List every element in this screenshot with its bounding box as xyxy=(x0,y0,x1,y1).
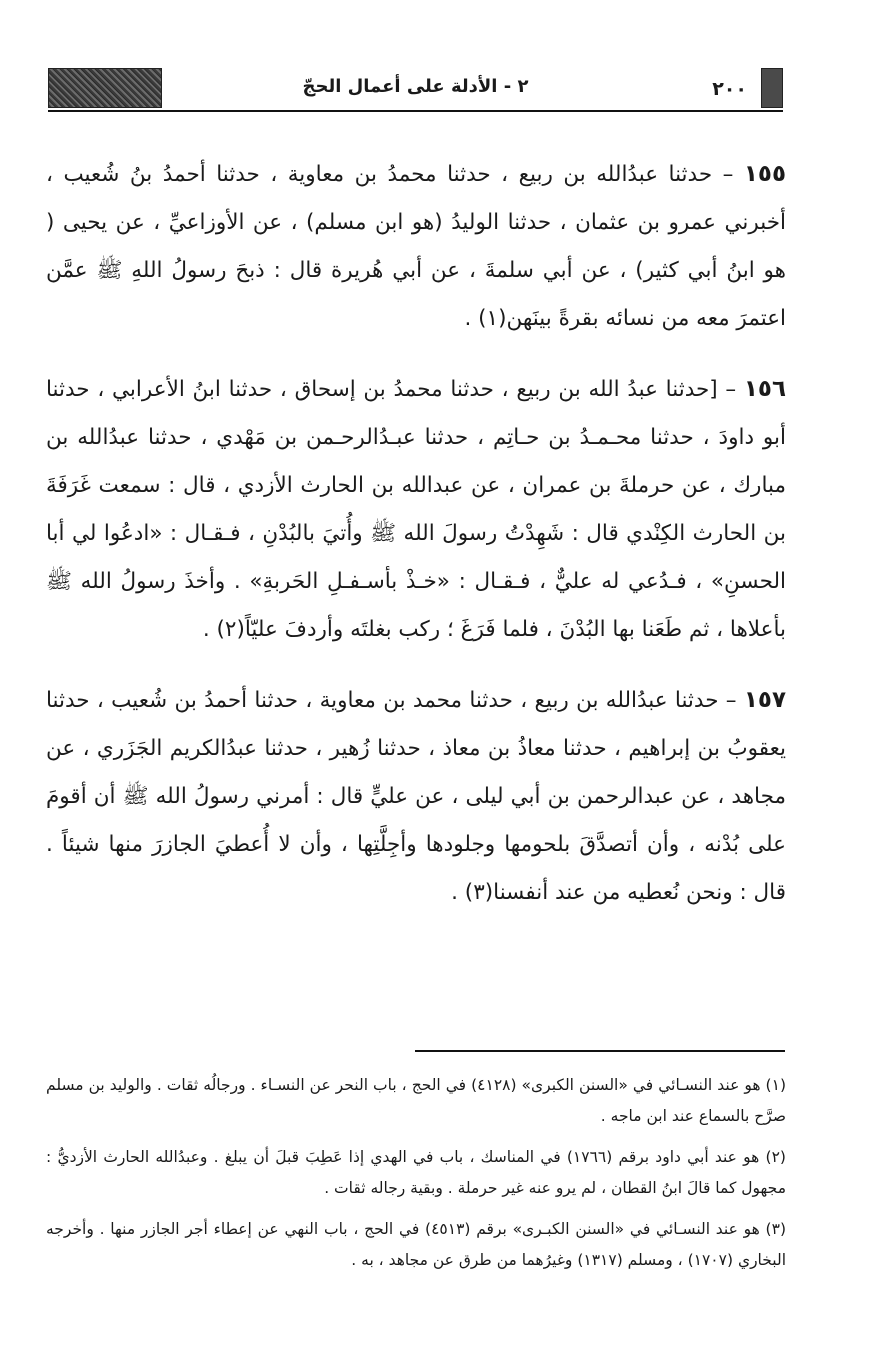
footnotes xyxy=(46,1070,786,1286)
footnote-3: (٣) هو عند النسـائي في «السنن الكبـرى» برقم (٤٥١٣) في الحج ، باب النهي عن إعطاء أجر الجازر منها . وأخرجه البخاري (١٧٠٧) ، ومسلم (١٣١٧) وغيرُهما من طرق عن مجاهد ، به . xyxy=(46,1220,786,1269)
hadith-number: ١٥٦ xyxy=(743,376,786,402)
hadith-text: – حدثنا عبدُالله بن ربيع ، حدثنا محمد بن معاوية ، حدثنا أحمدُ بن شُعيب ، حدثنا يعقوبُ بن إبراهيم ، حدثنا معاذُ بن معاذ ، حدثنا زُهير ، حدثنا عبدُالكريم الجَزَري ، عن مجاهد ، عن عبدالرحمن بن أبي ليلى ، عن عليٍّ قال : أمرني رسولُ الله ﷺ أن أقومَ على بُدْنه ، وأن أتصدَّقَ بلحومها وجلودها وأجِلَّتِها ، وأن لا أُعطيَ الجازرَ منها شيئاً . قال : ونحن نُعطيه من عند أنفسنا(٣) . xyxy=(46,688,786,905)
chapter-title: ٢ - الأدلة على أعمال الحجّ xyxy=(302,76,529,97)
main-text xyxy=(46,150,786,939)
header-rule xyxy=(48,110,783,112)
hadith-text: – [حدثنا عبدُ الله بن ربيع ، حدثنا محمدُ بن إسحاق ، حدثنا ابنُ الأعرابي ، حدثنا أبو داودَ ، حدثنا محـمـدُ بن حـاتِم ، حدثنا عبـدُالرحـمن بن مَهْدي ، حدثنا عبدُالله بن مبارك ، عن حرملةَ بن عمران ، عن عبدالله بن الحارث الأزدي ، قال : سمعت غَرَفَةَ بن الحارث الكِنْدي قال : شَهِدْتُ رسولَ الله ﷺ وأُتيَ بالبُدْنِ ، فـقـال : «ادعُوا لي أبا الحسنِ» ، فـدُعي له عليٌّ ، فـقـال : «خـذْ بأسـفـلِ الحَربةِ» . وأخذَ رسولُ الله ﷺ بأعلاها ، ثم طَعَنا بها البُدْنَ ، فلما فَرَغَ ؛ ركب بغلتَه وأردفَ عليّاً(٢) . xyxy=(46,377,786,642)
hadith-number: ١٥٧ xyxy=(743,687,786,713)
hadith-number: ١٥٥ xyxy=(743,161,786,187)
footnote-separator xyxy=(415,1050,785,1052)
hadith-156 xyxy=(46,365,786,654)
running-header xyxy=(48,68,783,112)
hadith-155 xyxy=(46,150,786,343)
hadith-text: – حدثنا عبدُالله بن ربيع ، حدثنا محمدُ بن معاوية ، حدثنا أحمدُ بنُ شُعيب ، أخبرني عمرو بن عثمان ، حدثنا الوليدُ (هو ابن مسلم) ، عن الأوزاعيِّ ، عن يحيى ( هو ابنُ أبي كثير) ، عن أبي سلمةَ ، عن أبي هُريرة قال : ذبحَ رسولُ اللهِ ﷺ عمَّن اعتمرَ معه من نسائه بقرةً بينَهن(١) . xyxy=(46,162,786,331)
page-number: ٢٠٠ xyxy=(708,78,751,100)
footnote-2: (٢) هو عند أبي داود برقم (١٧٦٦) في المناسك ، باب في الهدي إذا عَطِبَ قبلَ أن يبلغ . وعبدُالله الحارث الأزديُّ : مجهول كما قالَ ابنُ القطان ، لم يرو عنه غير حرملة . وبقية رجاله ثقات . xyxy=(46,1148,786,1197)
hadith-157 xyxy=(46,676,786,917)
footnote-1: (١) هو عند النسـائي في «السنن الكبرى» (٤١٢٨) في الحج ، باب النحر عن النسـاء . ورجالُه ثقات . والوليد بن مسلم صرَّح بالسماع عند ابن ماجه . xyxy=(46,1076,786,1125)
